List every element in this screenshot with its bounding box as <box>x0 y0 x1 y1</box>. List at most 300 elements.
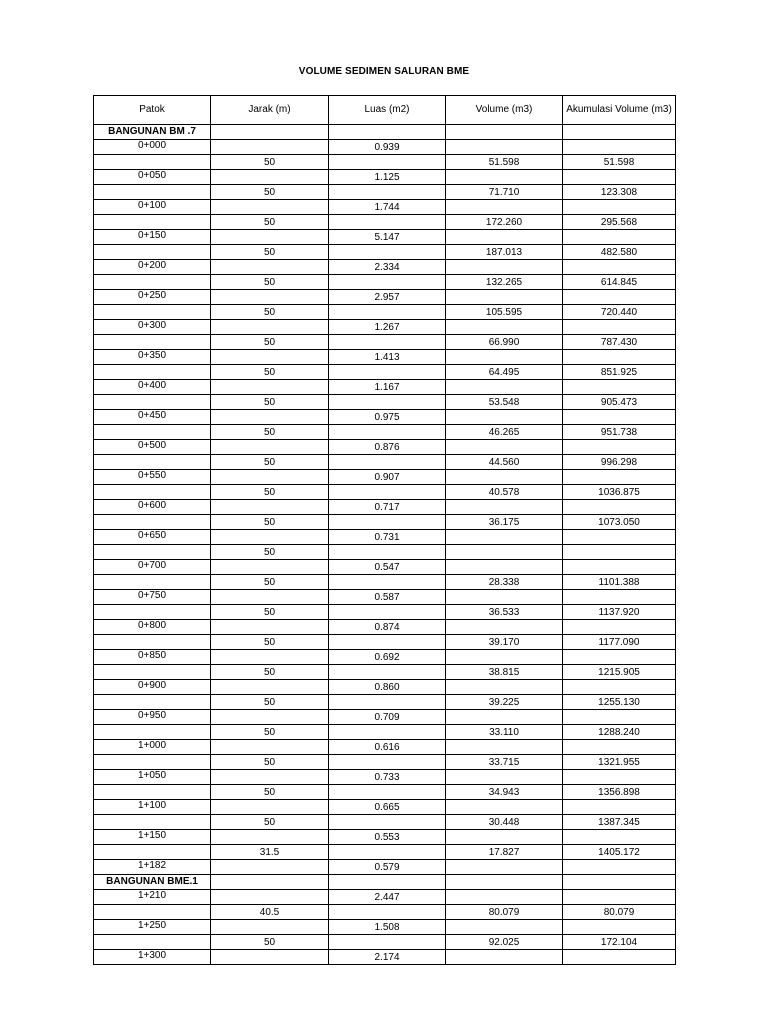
volume-cell <box>446 530 563 545</box>
table-row <box>94 725 676 740</box>
patok-cell: 1+100 <box>94 800 211 815</box>
table-row <box>94 590 676 605</box>
volume-cell <box>446 560 563 575</box>
table-row <box>94 890 676 905</box>
jarak-cell <box>211 530 329 545</box>
akumulasi-cell <box>563 545 676 560</box>
table-row <box>94 155 676 170</box>
volume-cell <box>446 650 563 665</box>
luas-cell: 0.616 <box>329 740 446 755</box>
jarak-cell: 50 <box>211 245 329 260</box>
akumulasi-cell: 1255.130 <box>563 695 676 710</box>
luas-cell <box>329 485 446 500</box>
luas-cell: 1.167 <box>329 380 446 395</box>
luas-cell: 2.447 <box>329 890 446 905</box>
table-row <box>94 140 676 155</box>
volume-cell: 33.715 <box>446 755 563 770</box>
volume-cell: 39.170 <box>446 635 563 650</box>
patok-cell: 0+650 <box>94 530 211 545</box>
akumulasi-cell <box>563 170 676 185</box>
jarak-cell <box>211 560 329 575</box>
patok-cell: 1+150 <box>94 830 211 845</box>
luas-cell <box>329 725 446 740</box>
sediment-volume-table <box>93 95 676 965</box>
patok-cell: 0+050 <box>94 170 211 185</box>
jarak-cell <box>211 470 329 485</box>
akumulasi-cell: 123.308 <box>563 185 676 200</box>
table-row <box>94 515 676 530</box>
akumulasi-cell <box>563 770 676 785</box>
patok-cell <box>94 665 211 680</box>
patok-cell: 1+210 <box>94 890 211 905</box>
volume-cell: 44.560 <box>446 455 563 470</box>
luas-cell: 0.975 <box>329 410 446 425</box>
luas-cell: 0.874 <box>329 620 446 635</box>
akumulasi-cell: 1137.920 <box>563 605 676 620</box>
jarak-cell: 50 <box>211 605 329 620</box>
patok-cell: 0+300 <box>94 320 211 335</box>
table-row <box>94 425 676 440</box>
volume-cell <box>446 590 563 605</box>
volume-cell: 34.943 <box>446 785 563 800</box>
table-row <box>94 500 676 515</box>
volume-cell: 17.827 <box>446 845 563 860</box>
akumulasi-cell: 51.598 <box>563 155 676 170</box>
akumulasi-cell <box>563 650 676 665</box>
patok-cell <box>94 395 211 410</box>
luas-cell <box>329 425 446 440</box>
akumulasi-cell <box>563 920 676 935</box>
jarak-cell <box>211 650 329 665</box>
volume-cell: 36.533 <box>446 605 563 620</box>
jarak-cell: 40.5 <box>211 905 329 920</box>
patok-cell: 1+300 <box>94 950 211 965</box>
table-row <box>94 200 676 215</box>
jarak-cell: 50 <box>211 365 329 380</box>
akumulasi-cell: 1321.955 <box>563 755 676 770</box>
luas-cell <box>329 635 446 650</box>
jarak-cell <box>211 890 329 905</box>
jarak-cell <box>211 680 329 695</box>
table-row <box>94 695 676 710</box>
patok-cell: 1+000 <box>94 740 211 755</box>
luas-cell <box>329 245 446 260</box>
table-row <box>94 620 676 635</box>
luas-cell: 1.413 <box>329 350 446 365</box>
volume-cell <box>446 875 563 890</box>
patok-cell: 0+000 <box>94 140 211 155</box>
table-row <box>94 845 676 860</box>
table-row <box>94 320 676 335</box>
table-row <box>94 530 676 545</box>
jarak-cell <box>211 140 329 155</box>
patok-cell <box>94 185 211 200</box>
patok-cell <box>94 275 211 290</box>
akumulasi-cell <box>563 200 676 215</box>
patok-cell <box>94 215 211 230</box>
luas-cell: 0.876 <box>329 440 446 455</box>
patok-cell <box>94 905 211 920</box>
luas-cell: 1.267 <box>329 320 446 335</box>
akumulasi-cell: 787.430 <box>563 335 676 350</box>
luas-cell: 0.665 <box>329 800 446 815</box>
akumulasi-cell: 1387.345 <box>563 815 676 830</box>
table-row <box>94 815 676 830</box>
volume-cell: 132.265 <box>446 275 563 290</box>
volume-cell: 80.079 <box>446 905 563 920</box>
patok-cell <box>94 245 211 260</box>
akumulasi-cell: 1405.172 <box>563 845 676 860</box>
akumulasi-cell: 951.738 <box>563 425 676 440</box>
patok-cell: 0+200 <box>94 260 211 275</box>
akumulasi-cell <box>563 410 676 425</box>
volume-cell <box>446 290 563 305</box>
luas-cell <box>329 875 446 890</box>
jarak-cell: 50 <box>211 785 329 800</box>
patok-cell: 0+750 <box>94 590 211 605</box>
table-row <box>94 395 676 410</box>
volume-cell: 40.578 <box>446 485 563 500</box>
akumulasi-cell: 1101.388 <box>563 575 676 590</box>
akumulasi-cell <box>563 620 676 635</box>
volume-cell: 51.598 <box>446 155 563 170</box>
luas-cell <box>329 695 446 710</box>
akumulasi-cell: 1036.875 <box>563 485 676 500</box>
table-row <box>94 350 676 365</box>
patok-cell: 0+400 <box>94 380 211 395</box>
jarak-cell: 50 <box>211 275 329 290</box>
luas-cell: 0.553 <box>329 830 446 845</box>
volume-cell <box>446 320 563 335</box>
akumulasi-cell: 482.580 <box>563 245 676 260</box>
patok-cell: 0+250 <box>94 290 211 305</box>
volume-cell <box>446 860 563 875</box>
luas-cell: 5.147 <box>329 230 446 245</box>
volume-cell: 92.025 <box>446 935 563 950</box>
patok-cell <box>94 425 211 440</box>
patok-cell: 0+850 <box>94 650 211 665</box>
section-label: BANGUNAN BM .7 <box>94 125 211 140</box>
patok-cell <box>94 335 211 350</box>
table-row <box>94 605 676 620</box>
jarak-cell: 50 <box>211 515 329 530</box>
patok-cell: 1+250 <box>94 920 211 935</box>
akumulasi-cell <box>563 740 676 755</box>
jarak-cell <box>211 860 329 875</box>
jarak-cell: 50 <box>211 215 329 230</box>
akumulasi-cell <box>563 830 676 845</box>
patok-cell <box>94 365 211 380</box>
table-row <box>94 275 676 290</box>
luas-cell <box>329 935 446 950</box>
patok-cell: 0+900 <box>94 680 211 695</box>
volume-cell <box>446 440 563 455</box>
jarak-cell <box>211 260 329 275</box>
akumulasi-cell <box>563 890 676 905</box>
patok-cell: 0+700 <box>94 560 211 575</box>
table-row <box>94 755 676 770</box>
luas-cell: 1.744 <box>329 200 446 215</box>
table-row <box>94 290 676 305</box>
akumulasi-cell <box>563 230 676 245</box>
table-row <box>94 770 676 785</box>
jarak-cell: 50 <box>211 305 329 320</box>
akumulasi-cell: 1356.898 <box>563 785 676 800</box>
volume-cell <box>446 920 563 935</box>
luas-cell <box>329 545 446 560</box>
header-volume: Volume (m3) <box>446 96 563 125</box>
patok-cell <box>94 305 211 320</box>
luas-cell <box>329 395 446 410</box>
section-row <box>94 875 676 890</box>
luas-cell: 2.174 <box>329 950 446 965</box>
table-body <box>94 125 676 965</box>
volume-cell: 38.815 <box>446 665 563 680</box>
akumulasi-cell: 905.473 <box>563 395 676 410</box>
patok-cell: 0+350 <box>94 350 211 365</box>
table-header-row <box>94 96 676 125</box>
volume-cell <box>446 680 563 695</box>
luas-cell: 1.508 <box>329 920 446 935</box>
jarak-cell: 50 <box>211 395 329 410</box>
volume-cell <box>446 710 563 725</box>
patok-cell <box>94 785 211 800</box>
volume-cell <box>446 770 563 785</box>
jarak-cell: 50 <box>211 335 329 350</box>
volume-cell: 39.225 <box>446 695 563 710</box>
akumulasi-cell: 851.925 <box>563 365 676 380</box>
jarak-cell <box>211 920 329 935</box>
luas-cell <box>329 605 446 620</box>
luas-cell <box>329 815 446 830</box>
luas-cell <box>329 275 446 290</box>
table-row <box>94 785 676 800</box>
table-row <box>94 920 676 935</box>
luas-cell: 0.907 <box>329 470 446 485</box>
patok-cell <box>94 815 211 830</box>
luas-cell <box>329 185 446 200</box>
volume-cell <box>446 140 563 155</box>
jarak-cell <box>211 710 329 725</box>
table-row <box>94 950 676 965</box>
jarak-cell <box>211 410 329 425</box>
volume-cell <box>446 200 563 215</box>
document-title: VOLUME SEDIMEN SALURAN BME <box>298 66 470 77</box>
akumulasi-cell: 172.104 <box>563 935 676 950</box>
volume-cell <box>446 620 563 635</box>
header-luas: Luas (m2) <box>329 96 446 125</box>
table-row <box>94 215 676 230</box>
volume-cell <box>446 350 563 365</box>
patok-cell: 0+100 <box>94 200 211 215</box>
patok-cell <box>94 515 211 530</box>
table-row <box>94 680 676 695</box>
akumulasi-cell: 720.440 <box>563 305 676 320</box>
akumulasi-cell <box>563 590 676 605</box>
section-row <box>94 125 676 140</box>
table-row <box>94 665 676 680</box>
luas-cell <box>329 455 446 470</box>
luas-cell: 0.860 <box>329 680 446 695</box>
akumulasi-cell <box>563 125 676 140</box>
luas-cell: 0.587 <box>329 590 446 605</box>
patok-cell <box>94 695 211 710</box>
akumulasi-cell <box>563 350 676 365</box>
jarak-cell: 50 <box>211 185 329 200</box>
table-row <box>94 635 676 650</box>
patok-cell <box>94 725 211 740</box>
akumulasi-cell <box>563 875 676 890</box>
patok-cell <box>94 155 211 170</box>
patok-cell: 0+450 <box>94 410 211 425</box>
luas-cell: 1.125 <box>329 170 446 185</box>
patok-cell: 0+800 <box>94 620 211 635</box>
volume-cell: 187.013 <box>446 245 563 260</box>
akumulasi-cell: 614.845 <box>563 275 676 290</box>
jarak-cell <box>211 500 329 515</box>
patok-cell: 0+600 <box>94 500 211 515</box>
volume-cell: 28.338 <box>446 575 563 590</box>
table-row <box>94 800 676 815</box>
volume-cell <box>446 950 563 965</box>
patok-cell: 0+150 <box>94 230 211 245</box>
akumulasi-cell <box>563 260 676 275</box>
luas-cell <box>329 845 446 860</box>
jarak-cell <box>211 800 329 815</box>
akumulasi-cell <box>563 290 676 305</box>
volume-cell <box>446 380 563 395</box>
table-row <box>94 410 676 425</box>
patok-cell: 0+550 <box>94 470 211 485</box>
jarak-cell <box>211 440 329 455</box>
jarak-cell: 50 <box>211 725 329 740</box>
jarak-cell <box>211 830 329 845</box>
table-row <box>94 560 676 575</box>
table-row <box>94 905 676 920</box>
jarak-cell: 50 <box>211 695 329 710</box>
akumulasi-cell: 295.568 <box>563 215 676 230</box>
jarak-cell <box>211 200 329 215</box>
volume-cell: 46.265 <box>446 425 563 440</box>
patok-cell: 1+182 <box>94 860 211 875</box>
luas-cell <box>329 215 446 230</box>
luas-cell: 0.692 <box>329 650 446 665</box>
volume-cell <box>446 260 563 275</box>
volume-cell: 36.175 <box>446 515 563 530</box>
luas-cell <box>329 125 446 140</box>
jarak-cell <box>211 590 329 605</box>
akumulasi-cell <box>563 440 676 455</box>
jarak-cell <box>211 770 329 785</box>
jarak-cell: 50 <box>211 815 329 830</box>
akumulasi-cell <box>563 560 676 575</box>
jarak-cell <box>211 320 329 335</box>
header-akumulasi: Akumulasi Volume (m3) <box>563 96 676 125</box>
table-row <box>94 485 676 500</box>
patok-cell <box>94 575 211 590</box>
volume-cell <box>446 890 563 905</box>
jarak-cell <box>211 230 329 245</box>
luas-cell <box>329 665 446 680</box>
jarak-cell <box>211 740 329 755</box>
patok-cell: 0+950 <box>94 710 211 725</box>
luas-cell: 2.334 <box>329 260 446 275</box>
volume-cell: 33.110 <box>446 725 563 740</box>
volume-cell <box>446 125 563 140</box>
akumulasi-cell <box>563 380 676 395</box>
table-row <box>94 440 676 455</box>
jarak-cell: 50 <box>211 665 329 680</box>
table-row <box>94 830 676 845</box>
jarak-cell: 50 <box>211 155 329 170</box>
table-row <box>94 455 676 470</box>
patok-cell <box>94 485 211 500</box>
jarak-cell <box>211 875 329 890</box>
jarak-cell <box>211 380 329 395</box>
jarak-cell: 50 <box>211 635 329 650</box>
jarak-cell <box>211 620 329 635</box>
luas-cell: 0.939 <box>329 140 446 155</box>
volume-cell <box>446 170 563 185</box>
jarak-cell <box>211 290 329 305</box>
volume-cell <box>446 545 563 560</box>
volume-cell: 30.448 <box>446 815 563 830</box>
table-row <box>94 740 676 755</box>
volume-cell: 71.710 <box>446 185 563 200</box>
luas-cell <box>329 905 446 920</box>
akumulasi-cell <box>563 500 676 515</box>
table-row <box>94 380 676 395</box>
luas-cell <box>329 365 446 380</box>
volume-cell <box>446 470 563 485</box>
akumulasi-cell <box>563 680 676 695</box>
akumulasi-cell <box>563 320 676 335</box>
volume-cell <box>446 410 563 425</box>
jarak-cell: 50 <box>211 935 329 950</box>
table-row <box>94 230 676 245</box>
luas-cell <box>329 785 446 800</box>
table-row <box>94 365 676 380</box>
akumulasi-cell: 80.079 <box>563 905 676 920</box>
jarak-cell <box>211 350 329 365</box>
akumulasi-cell: 996.298 <box>563 455 676 470</box>
table-row <box>94 185 676 200</box>
table-row <box>94 305 676 320</box>
header-patok: Patok <box>94 96 211 125</box>
volume-cell: 53.548 <box>446 395 563 410</box>
patok-cell: 1+050 <box>94 770 211 785</box>
patok-cell <box>94 845 211 860</box>
table-row <box>94 170 676 185</box>
luas-cell <box>329 155 446 170</box>
patok-cell <box>94 755 211 770</box>
table-row <box>94 545 676 560</box>
table-row <box>94 860 676 875</box>
jarak-cell: 50 <box>211 755 329 770</box>
akumulasi-cell <box>563 860 676 875</box>
luas-cell: 2.957 <box>329 290 446 305</box>
patok-cell <box>94 935 211 950</box>
jarak-cell <box>211 170 329 185</box>
jarak-cell: 50 <box>211 455 329 470</box>
header-jarak: Jarak (m) <box>211 96 329 125</box>
akumulasi-cell: 1215.905 <box>563 665 676 680</box>
luas-cell: 0.709 <box>329 710 446 725</box>
patok-cell <box>94 605 211 620</box>
table-row <box>94 575 676 590</box>
jarak-cell: 50 <box>211 575 329 590</box>
patok-cell: 0+500 <box>94 440 211 455</box>
